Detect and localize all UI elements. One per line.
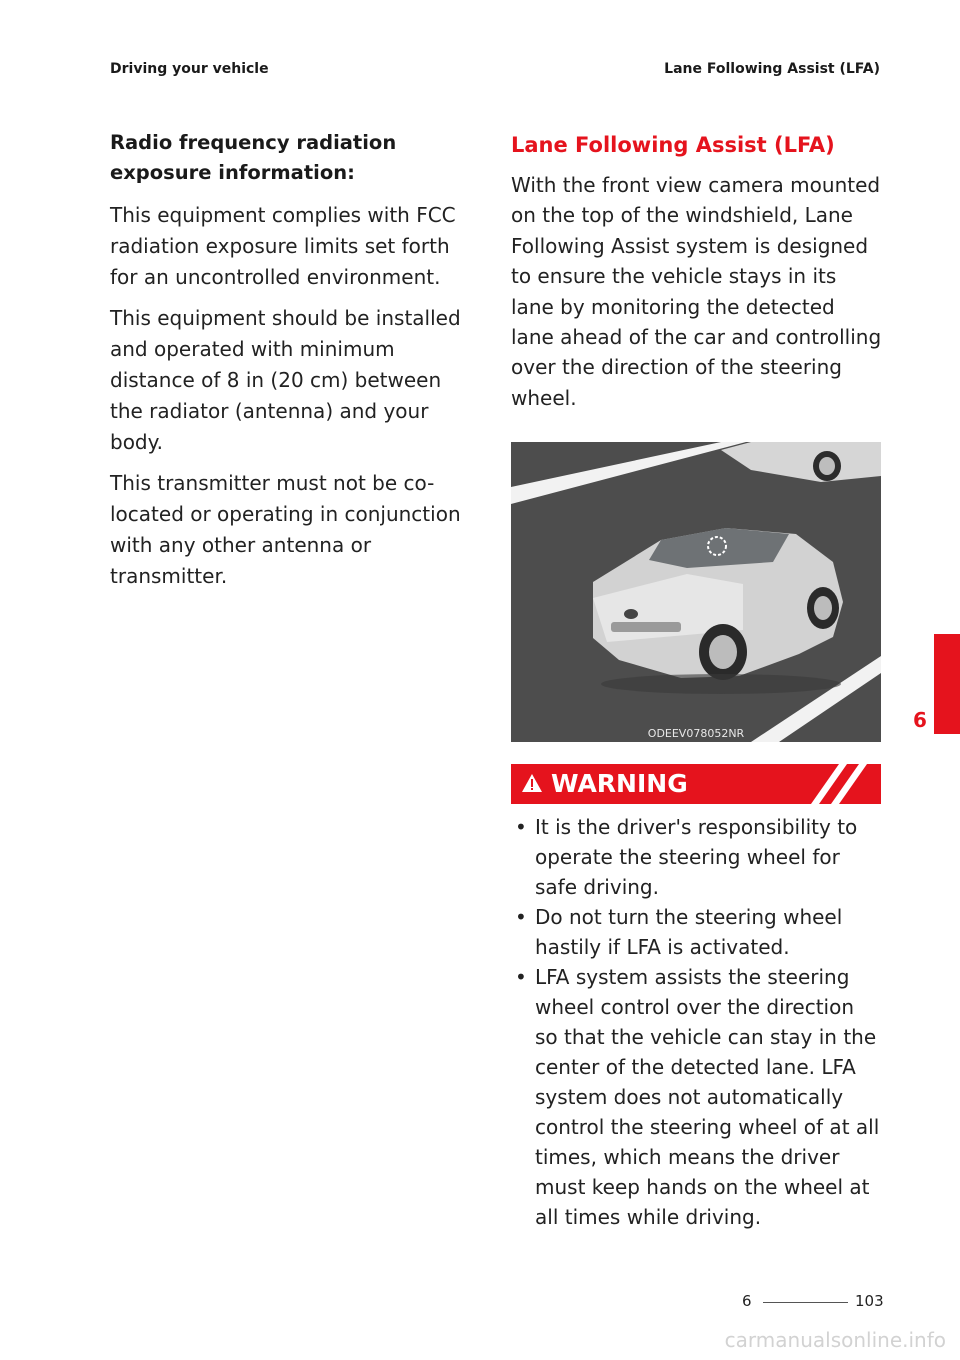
left-column: [110, 128, 480, 602]
footer-page-number: 103: [855, 1292, 884, 1310]
warning-label: WARNING: [551, 769, 688, 798]
right-column: [511, 128, 883, 413]
warning-item-text: It is the driver's responsibility to operate the steering wheel for safe driving.: [535, 815, 858, 899]
figure-code: ODEEV078052NR: [647, 727, 745, 740]
warning-triangle-icon: [521, 773, 543, 793]
rf-exposure-heading: Radio frequency radiation exposure information:: [110, 131, 397, 184]
rf-paragraph: This equipment complies with FCC radiation exposure limits set forth for an uncontrolled environment.: [110, 203, 456, 289]
chapter-tab-number: 6: [913, 708, 927, 732]
rf-paragraph: This transmitter must not be co-located or operating in conjunction with any other antenna or transmitter.: [110, 471, 461, 588]
warning-banner: [511, 764, 881, 804]
warning-list: [511, 812, 883, 1232]
car-on-road-illustration: [511, 442, 881, 742]
section-intro: With the front view camera mounted on the top of the windshield, Lane Following Assist system is designed to ensure the vehicle stays in its lane by monitoring the detected lane ahead of the car and controlling over the direction of the steering wheel.: [511, 173, 882, 410]
list-item: • LFA system assists the steering wheel control over the direction so that the vehicle can stay in the center of the detected lane. LFA system does not automatically control the steering wheel of at all times, which means the driver must keep hands on the wheel at all times while driving.: [515, 965, 880, 1229]
chapter-tab: [934, 634, 960, 734]
watermark: carmanualsonline.info: [724, 1328, 946, 1352]
warning-stripes-icon: [811, 764, 881, 804]
list-item: • Do not turn the steering wheel hastily if LFA is activated.: [515, 905, 843, 959]
rf-paragraph: This equipment should be installed and operated with minimum distance of 8 in (20 cm) between the radiator (antenna) and your body.: [110, 306, 461, 454]
running-header-section: Lane Following Assist (LFA): [664, 61, 880, 77]
section-title: Lane Following Assist (LFA): [511, 133, 835, 157]
warning-item-text: LFA system assists the steering wheel control over the direction so that the vehicle can stay in the center of the detected lane. LFA system does not automatically control the steering wheel of at all times, which means the driver must keep hands on the wheel at all times while driving.: [535, 965, 880, 1229]
footer-chapter-number: 6: [742, 1292, 752, 1310]
running-header-chapter: Driving your vehicle: [110, 61, 269, 77]
lfa-illustration: [511, 442, 881, 742]
warning-item-text: Do not turn the steering wheel hastily if LFA is activated.: [535, 905, 843, 959]
footer-divider: [763, 1302, 848, 1303]
list-item: • It is the driver's responsibility to operate the steering wheel for safe driving.: [515, 815, 858, 899]
